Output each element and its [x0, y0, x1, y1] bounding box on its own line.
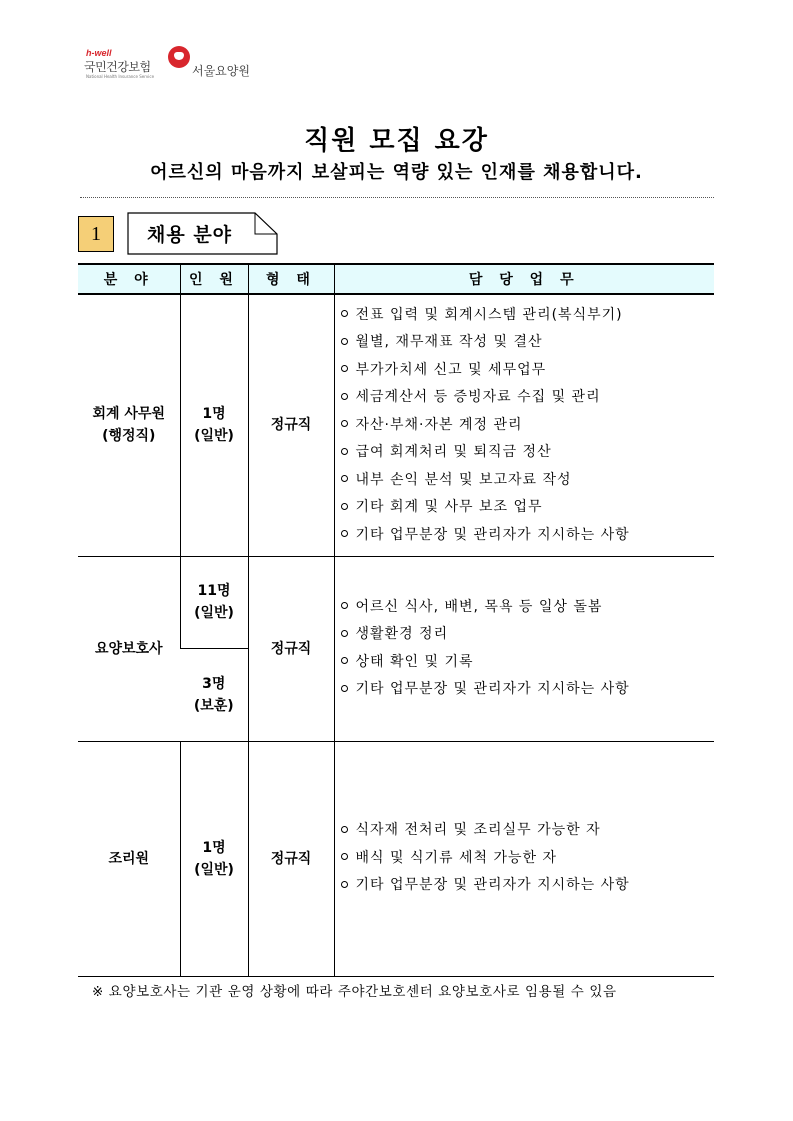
list-item	[341, 817, 715, 845]
bullet-icon	[341, 393, 348, 400]
duties-cell	[334, 741, 714, 976]
list-item	[341, 467, 715, 495]
duty-text: 기타 회계 및 사무 보조 업무	[355, 499, 543, 515]
headcount-count: 3명	[202, 675, 226, 692]
list-item	[341, 676, 715, 704]
field-cell	[78, 556, 180, 741]
duties-cell	[334, 294, 714, 556]
bullet-icon	[341, 475, 348, 482]
section-title-box	[127, 212, 277, 254]
bullet-icon	[341, 448, 348, 455]
headcount-cell	[180, 648, 248, 741]
field-name: 요양보호사	[94, 640, 163, 657]
duties-cell	[334, 556, 714, 741]
column-header-field: 분 야	[78, 264, 180, 294]
duty-text: 기타 업무분장 및 관리자가 지시하는 사항	[355, 877, 630, 894]
column-header-headcount: 인 원	[180, 264, 248, 294]
headcount-cell	[180, 294, 248, 556]
bullet-icon	[341, 630, 348, 637]
list-item	[341, 621, 715, 649]
bullet-icon	[341, 365, 348, 372]
recruitment-table	[78, 263, 714, 977]
duty-text: 기타 업무분장 및 관리자가 지시하는 사항	[355, 526, 630, 543]
bullet-icon	[341, 338, 348, 345]
headcount-cell	[180, 741, 248, 976]
list-item	[341, 522, 715, 550]
list-item	[341, 439, 715, 467]
footnote: ※ 요양보호사는 기관 운영 상황에 따라 주야간보호센터 요양보호사로 임용될 수 있음	[92, 984, 617, 1000]
duty-text: 급여 회계처리 및 퇴직금 정산	[355, 444, 552, 460]
table-row	[78, 556, 714, 648]
duty-text: 상태 확인 및 기록	[355, 653, 474, 670]
duty-text: 생활환경 정리	[355, 626, 449, 642]
headcount-count: 1명	[202, 839, 226, 856]
headcount-cell	[180, 556, 248, 648]
page-subtitle: 어르신의 마음까지 보살피는 역량 있는 인재를 채용합니다.	[150, 162, 643, 183]
field-subname: (행정직)	[102, 428, 156, 445]
organization-logo	[82, 44, 282, 94]
brand-tag: h-well	[86, 48, 112, 58]
bullet-icon	[341, 657, 348, 664]
bullet-icon	[341, 881, 348, 888]
bullet-icon	[341, 685, 348, 692]
divider	[80, 197, 714, 198]
duty-text: 기타 업무분장 및 관리자가 지시하는 사항	[355, 681, 630, 697]
duty-text: 자산·부채·자본 계정 관리	[355, 416, 523, 433]
duties-list	[341, 594, 715, 704]
list-item	[341, 649, 715, 677]
duties-list	[341, 302, 715, 550]
table-header-row	[78, 264, 714, 294]
employment-cell: 정규직	[248, 556, 334, 741]
list-item	[341, 412, 715, 440]
table-row	[78, 741, 714, 976]
section-number: 1	[78, 216, 114, 252]
employment-cell: 정규직	[248, 294, 334, 556]
column-header-duties: 담 당 업 무	[334, 264, 714, 294]
duty-text: 월별, 재무재표 작성 및 결산	[355, 334, 543, 350]
bullet-icon	[341, 420, 348, 427]
duty-text: 식자재 전처리 및 조리실무 가능한 자	[355, 822, 601, 839]
bullet-icon	[341, 503, 348, 510]
list-item	[341, 594, 715, 622]
employment-cell: 정규직	[248, 741, 334, 976]
headcount-type: (일반)	[194, 428, 234, 445]
headcount-type: (일반)	[194, 861, 234, 878]
duty-text: 부가가치세 신고 및 세무업무	[355, 361, 547, 378]
list-item	[341, 845, 715, 873]
list-item	[341, 494, 715, 522]
field-cell	[78, 294, 180, 556]
column-header-employment: 형 태	[248, 264, 334, 294]
page-title: 직원 모집 요강	[304, 126, 489, 156]
list-item	[341, 357, 715, 385]
headcount-type: (보훈)	[193, 697, 234, 714]
duty-text: 전표 입력 및 회계시스템 관리(복식부기)	[355, 306, 623, 323]
list-item	[341, 872, 715, 900]
field-cell	[78, 741, 180, 976]
bullet-icon	[341, 602, 348, 609]
organization-name: 국민건강보험	[84, 60, 151, 74]
bullet-icon	[341, 853, 348, 860]
headcount-count: 11명	[197, 583, 231, 599]
duties-list	[341, 817, 715, 900]
heart-logo-icon	[168, 46, 190, 68]
organization-name-en: National Health Insurance Service	[86, 74, 155, 79]
bullet-icon	[341, 310, 348, 317]
headcount-count: 1명	[202, 406, 226, 423]
list-item	[341, 384, 715, 412]
duty-text: 배식 및 식기류 세척 가능한 자	[355, 849, 558, 866]
field-name: 회계 사무원	[92, 406, 165, 423]
branch-name: 서울요양원	[192, 64, 250, 78]
section-title: 채용 분야	[147, 224, 233, 246]
bullet-icon	[341, 826, 348, 833]
field-name: 조리원	[108, 850, 150, 867]
headcount-type: (일반)	[194, 605, 234, 621]
list-item	[341, 329, 715, 357]
table-row	[78, 294, 714, 556]
duty-text: 어르신 식사, 배변, 목욕 등 일상 돌봄	[355, 598, 603, 615]
list-item	[341, 302, 715, 330]
duty-text: 내부 손익 분석 및 보고자료 작성	[355, 471, 572, 488]
bullet-icon	[341, 530, 348, 537]
duty-text: 세금계산서 등 증빙자료 수집 및 관리	[355, 389, 601, 405]
